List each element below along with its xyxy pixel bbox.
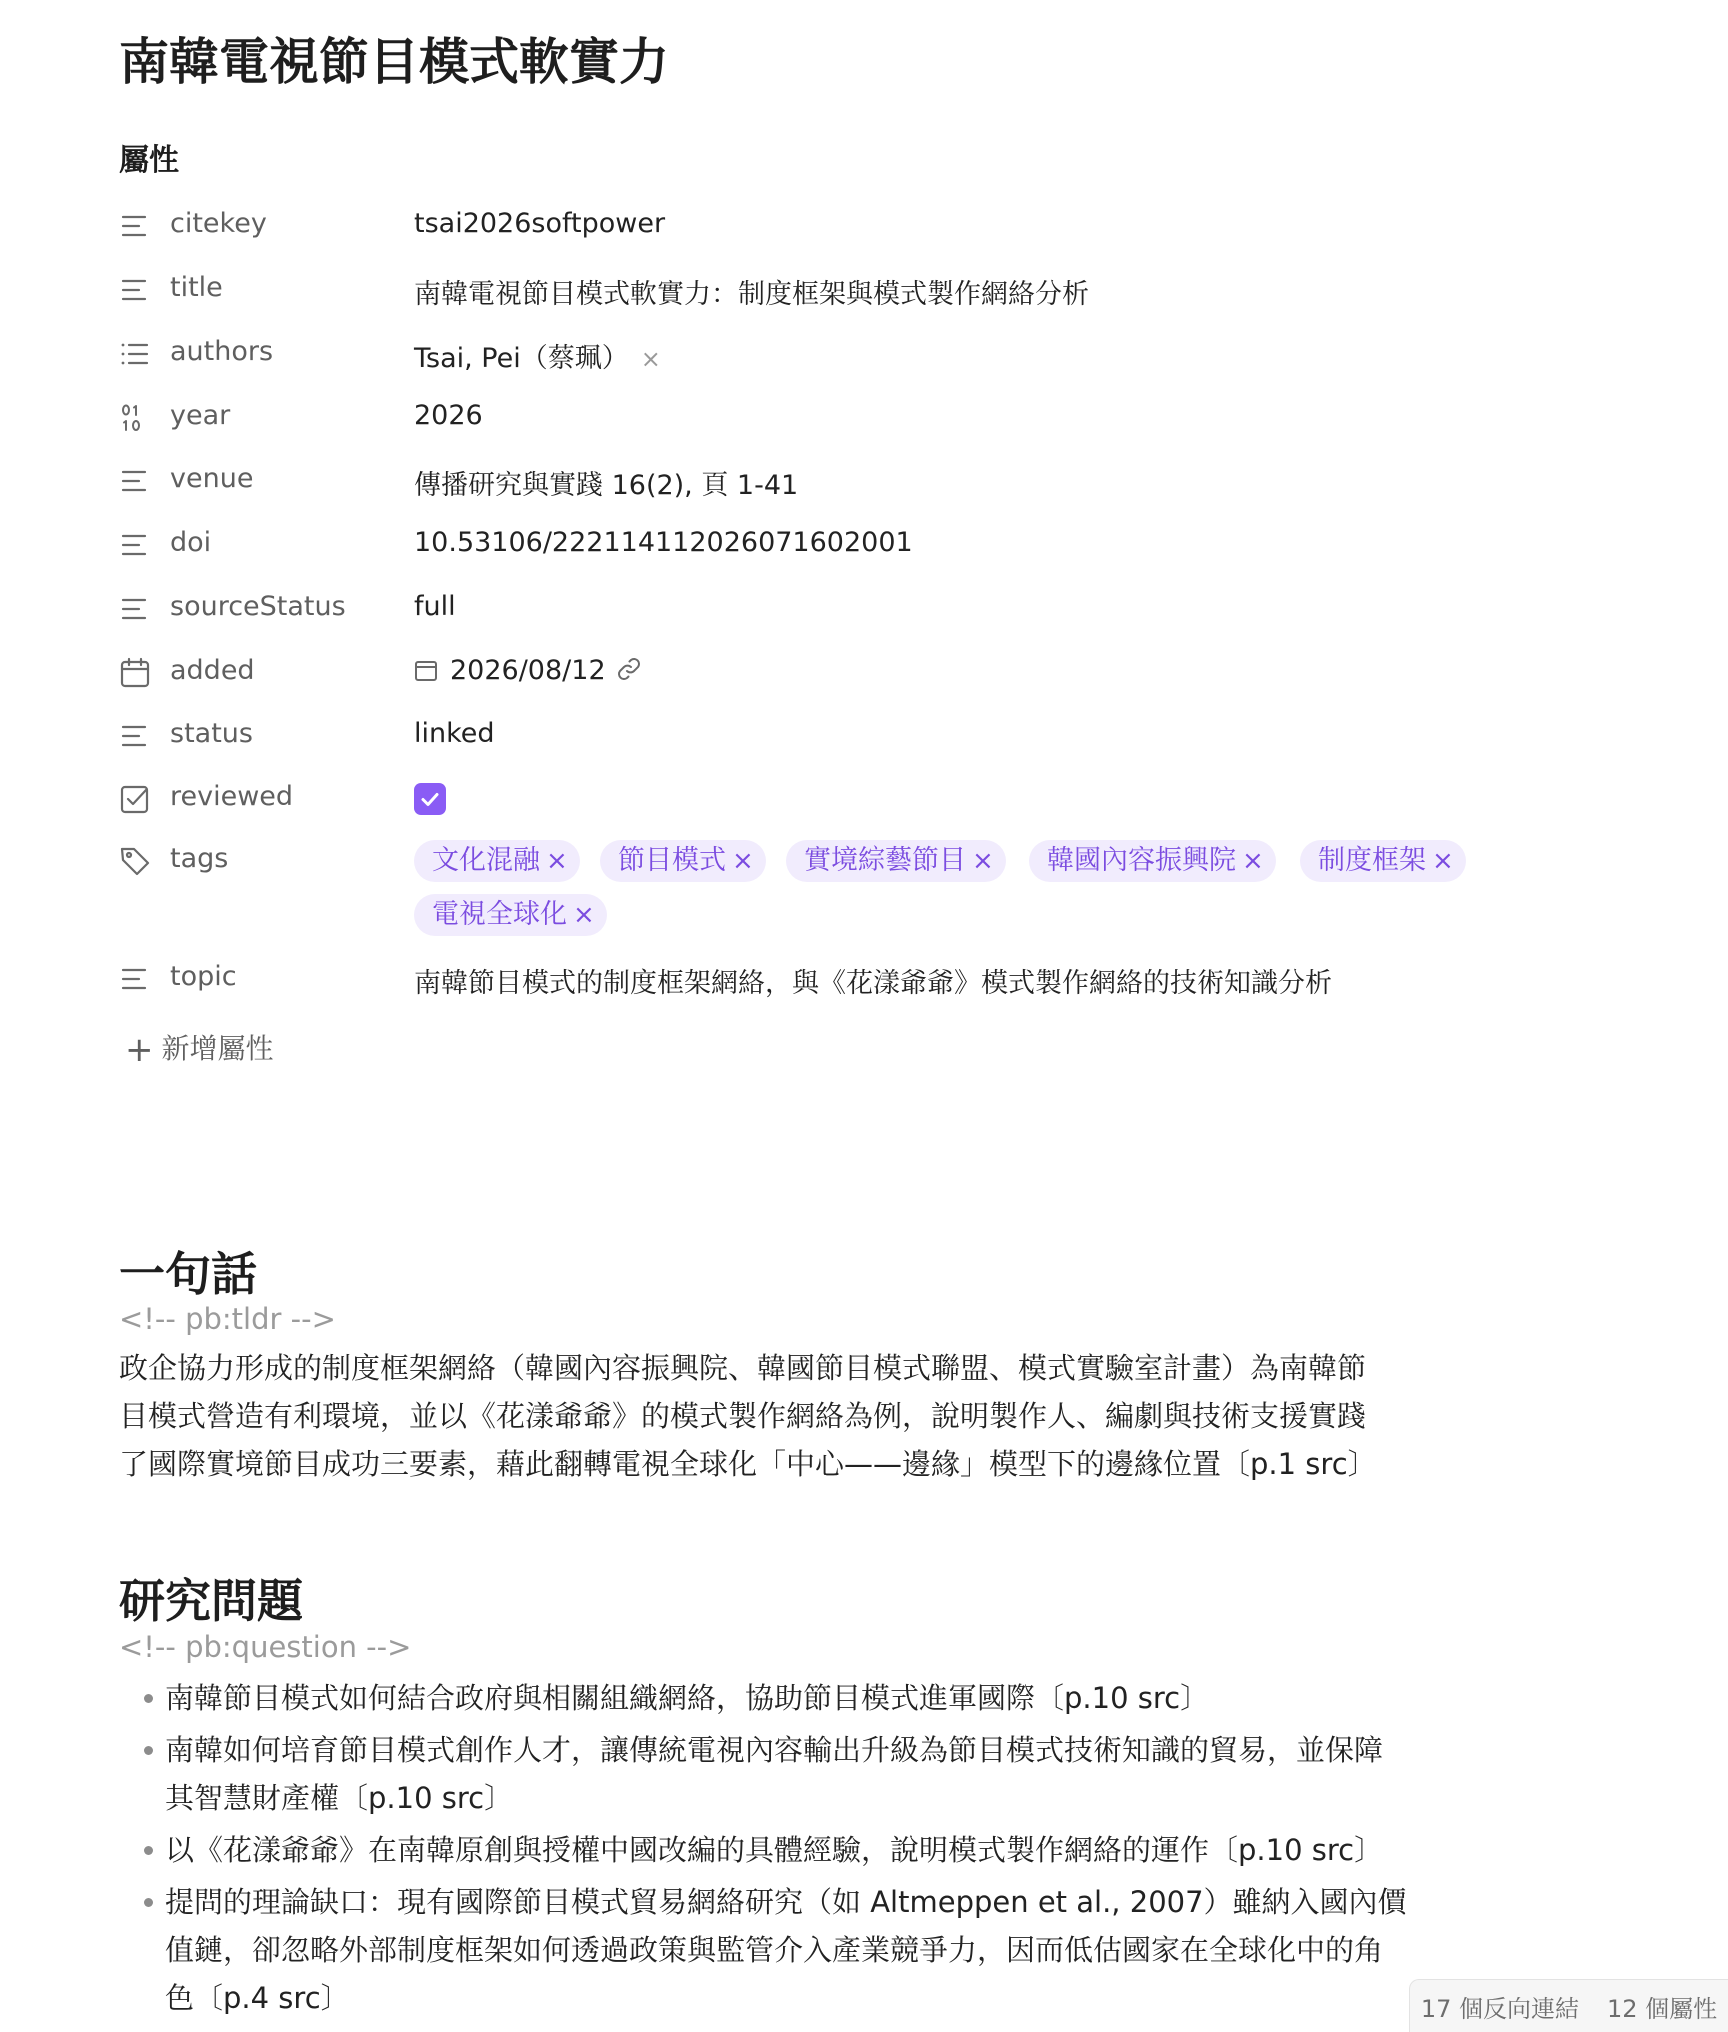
tag-pill[interactable]: 實境綜藝節目 × [786,840,1006,882]
add-property-label: 新增屬性 [161,1032,274,1065]
tag-pill[interactable]: 韓國內容振興院 × [1029,840,1276,882]
question-list [119,1674,1539,2026]
tag-icon[interactable] [119,845,151,877]
tag-pill[interactable]: 制度框架 × [1300,840,1466,882]
text-lines-icon[interactable] [119,210,151,242]
tldr-paragraph[interactable] [119,1344,1539,1488]
author-pill[interactable]: Tsai, Pei（蔡珮） [414,343,629,374]
list-item-line: 以《花漾爺爺》在南韓原創與授權中國改編的具體經驗，說明模式製作網絡的運作〔p.10 src〕 [165,1833,1384,1867]
property-key[interactable]: sourceStatus [170,591,346,622]
section-heading-question[interactable]: 研究問題 [119,1574,303,1628]
remove-icon[interactable]: × [640,345,661,373]
property-year [119,392,1519,442]
properties-heading[interactable]: 屬性 [119,143,179,178]
note-title[interactable]: 南韓電視節目模式軟實力 [119,33,669,91]
property-key[interactable]: venue [170,463,254,494]
text-lines-icon[interactable] [119,274,151,306]
remove-icon[interactable]: × [732,846,754,876]
property-key[interactable]: title [170,272,223,303]
property-value [414,655,642,689]
plus-icon: + [125,1030,154,1070]
property-value[interactable]: 2026 [414,400,483,431]
remove-icon[interactable]: × [573,900,595,930]
property-tags [119,835,1519,945]
text-lines-icon[interactable] [119,593,151,625]
list-item-line: 色〔p.4 src〕 [165,1981,350,2015]
property-value[interactable]: 南韓電視節目模式軟實力：制度框架與模式製作網絡分析 [414,279,1089,310]
property-value[interactable]: linked [414,718,495,749]
add-property-button[interactable] [125,1027,274,1070]
property-value[interactable]: 南韓節目模式的制度框架網絡，與《花漾爺爺》模式製作網絡的技術知識分析 [414,968,1332,999]
backlinks-count[interactable]: 17 個反向連結 [1420,1994,1579,2023]
list-item-line: 南韓如何培育節目模式創作人才，讓傳統電視內容輸出升級為節目模式技術知識的貿易，並保障 [165,1733,1384,1767]
text-lines-icon[interactable] [119,529,151,561]
list-item[interactable] [119,1726,1539,1822]
tag-pill[interactable]: 文化混融 × [414,840,580,882]
property-key[interactable]: citekey [170,208,267,239]
property-value[interactable]: 10.53106/222114112026071602001 [414,527,913,558]
list-icon[interactable] [119,338,151,370]
property-key[interactable]: authors [170,336,274,367]
property-key[interactable]: tags [170,843,229,874]
date-value[interactable]: 2026/08/12 [450,655,606,686]
property-topic [119,953,1519,1003]
property-key[interactable]: status [170,718,253,749]
list-item-line: 值鏈，卻忽略外部制度框架如何透過政策與監管介入產業競爭力，因而低估國家在全球化中的角 [165,1933,1384,1967]
remove-icon[interactable]: × [546,846,568,876]
number-icon[interactable] [119,402,151,434]
property-status [119,710,1519,760]
property-value[interactable]: tsai2026softpower [414,208,666,239]
property-authors [119,328,1519,378]
property-key[interactable]: doi [170,527,212,558]
paragraph-line: 政企協力形成的制度框架網絡（韓國內容振興院、韓國節目模式聯盟、模式實驗室計畫）為南韓節 [119,1351,1367,1385]
property-key[interactable]: topic [170,961,237,992]
property-venue [119,455,1519,505]
reviewed-checkbox[interactable] [414,783,446,815]
checkbox-icon[interactable] [119,783,151,815]
properties-count[interactable]: 12 個屬性 [1607,1994,1718,2023]
property-value[interactable]: 傳播研究與實踐 16(2), 頁 1-41 [414,470,799,501]
list-item-line: 南韓節目模式如何結合政府與相關組織網絡，協助節目模式進軍國際〔p.10 src〕 [165,1681,1210,1715]
remove-icon[interactable]: × [972,846,994,876]
paragraph-line: 目模式營造有利環境，並以《花漾爺爺》的模式製作網絡為例，說明製作人、編劇與技術支援實踐 [119,1399,1367,1433]
property-value[interactable]: full [414,591,456,622]
property-doi [119,519,1519,569]
text-lines-icon[interactable] [119,720,151,752]
text-lines-icon[interactable] [119,465,151,497]
property-title [119,264,1519,314]
property-citekey [119,200,1519,250]
list-item[interactable] [119,1878,1539,2022]
list-item[interactable] [119,1674,1539,1722]
property-key[interactable]: year [170,400,231,431]
property-sourcestatus [119,583,1519,633]
property-value [414,336,661,375]
status-bar [1409,1979,1728,2032]
text-lines-icon[interactable] [119,963,151,995]
calendar-small-icon[interactable] [414,658,438,689]
html-comment[interactable]: <!-- pb:tldr --> [119,1302,336,1336]
remove-icon[interactable]: × [1242,846,1264,876]
property-key[interactable]: reviewed [170,781,294,812]
list-item[interactable] [119,1826,1539,1874]
property-reviewed [119,773,1519,823]
tag-pill[interactable]: 節目模式 × [600,840,766,882]
calendar-icon[interactable] [119,657,151,689]
html-comment[interactable]: <!-- pb:question --> [119,1630,412,1664]
link-icon[interactable] [616,656,642,689]
list-item-line: 其智慧財產權〔p.10 src〕 [165,1781,514,1815]
tag-pill[interactable]: 電視全球化 × [414,894,607,936]
list-item-line: 提問的理論缺口：現有國際節目模式貿易網絡研究（如 Altmeppen et al., 2007）雖納入國內價 [165,1885,1407,1919]
property-added [119,647,1519,697]
remove-icon[interactable]: × [1432,846,1454,876]
property-key[interactable]: added [170,655,255,686]
paragraph-line: 了國際實境節目成功三要素，藉此翻轉電視全球化「中心——邊緣」模型下的邊緣位置〔p.1 src〕 [119,1447,1377,1481]
section-heading-tldr[interactable]: 一句話 [119,1247,257,1301]
